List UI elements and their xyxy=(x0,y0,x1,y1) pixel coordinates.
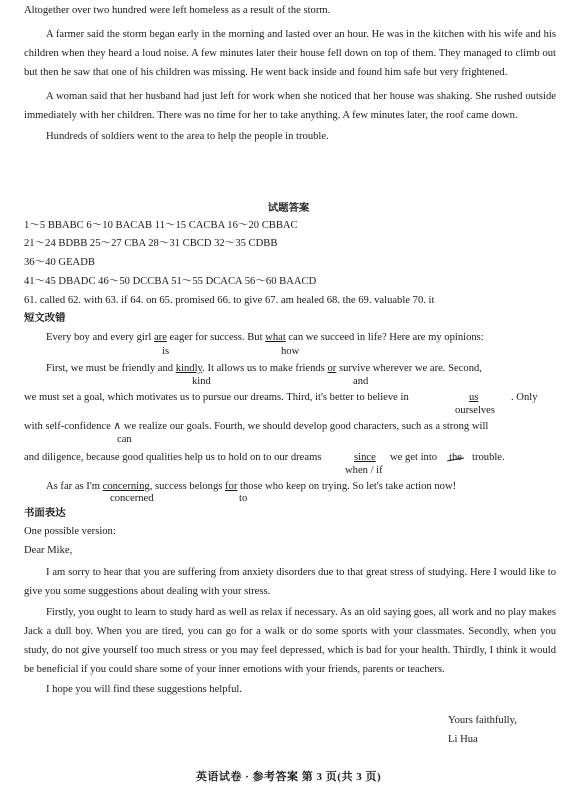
writing-heading: 书面表达 xyxy=(24,508,66,519)
passage-paragraph-3: A woman said that her husband had just left for work when she noticed that her house was shaking. She rushed outside immediately with her children. There was no time for her to take anything. A few minutes later, the roof came down. xyxy=(24,90,556,121)
error-word: are xyxy=(153,332,167,343)
error-word: or xyxy=(327,363,337,374)
answers-line-1: 1～5 BBABC 6～10 BACAB 11～15 CACBA 16～20 CBBAC xyxy=(24,220,298,231)
letter-paragraph-2: Firstly, you ought to learn to study hard as well as relax if necessary. As an old saying goes, all work and no play makes Jack a dull boy. When you are tired, you can go for a walk or do some sports with your classmates. Secondly, when you study, do not give yourself too much stress or you may feel depressed, which is bad for your health. Thirdly, I think it would be beneficial if you could share some of your inner emotions with your friends, parents or teachers. xyxy=(24,607,556,675)
correction-fix: when / if xyxy=(345,465,383,476)
answers-line-4: 41～45 DBADC 46～50 DCCBA 51～55 DCACA 56～60 BAACD xyxy=(24,276,317,287)
passage-section xyxy=(24,5,556,143)
letter-signature: Li Hua xyxy=(448,734,478,745)
correction-fix: how xyxy=(281,346,300,357)
correction-fix: kind xyxy=(192,376,211,387)
error-word: for xyxy=(225,481,238,492)
answers-title: 试题答案 xyxy=(267,203,310,214)
error-word: since xyxy=(354,452,376,463)
letter-salutation: Dear Mike, xyxy=(24,545,73,556)
passage-paragraph-4: Hundreds of soldiers went to the area to help the people in trouble. xyxy=(46,130,329,142)
correction-line-4: with self-confidence ∧ we realize our goals. Fourth, we should develop good characters, such as a strong will xyxy=(24,421,489,432)
deleted-word: the xyxy=(449,452,462,463)
correction-line-3-end: . Only xyxy=(511,392,538,403)
passage-paragraph-2: A farmer said the storm began early in the morning and lasted over an hour. He was in the kitchen with his wife and his children when they heard a loud noise. A few minutes later their house fell down on top of them. They managed to climb out but then he saw that one of his children was missing. He went back inside and found him safe but very frightened. xyxy=(24,28,556,78)
passage-paragraph-1: Altogether over two hundred were left homeless as a result of the storm. xyxy=(24,5,331,16)
correction-fix: is xyxy=(162,346,170,357)
correction-line-1: Every boy and every girl are eager for success. But what can we succeed in life? Here are my opinions: xyxy=(46,332,484,343)
error-word: kindly xyxy=(175,363,203,374)
letter-paragraph-1: I am sorry to hear that you are suffering from anxiety disorders due to that great stress of studying. Here I would like to give you some suggestions about dealing with your stress. xyxy=(24,567,556,597)
correction-fix: concerned xyxy=(110,493,154,504)
error-word: what xyxy=(265,332,286,343)
correction-line-6: As far as I'm concerning, success belongs for those who keep on trying. So let's take action now! xyxy=(46,481,457,492)
correction-line-5: and diligence, because good qualities help us to hold on to our dreams xyxy=(24,452,322,463)
correction-fix: ourselves xyxy=(455,405,496,416)
correction-fix: and xyxy=(353,376,369,387)
correction-heading: 短文改错 xyxy=(24,313,66,324)
correction-line-3: we must set a goal, which motivates us to pursue our dreams. Third, it's better to believe in xyxy=(24,392,409,403)
page-footer: 英语试卷 · 参考答案 第 3 页(共 3 页) xyxy=(195,771,382,783)
writing-version-label: One possible version: xyxy=(24,526,116,537)
letter-closing: Yours faithfully, xyxy=(448,715,517,726)
insert-caret-icon: ∧ xyxy=(113,421,122,432)
answers-line-3: 36～40 GEADB xyxy=(24,257,95,268)
answers-line-2: 21～24 BDBB 25～27 CBA 28～31 CBCD 32～35 CDBB xyxy=(24,238,278,249)
letter-paragraph-3: I hope you will find these suggestions helpful. xyxy=(46,684,242,695)
correction-line-5-mid: we get into xyxy=(390,452,438,463)
error-word: us xyxy=(469,392,479,403)
correction-line-2: First, we must be friendly and kindly. It allows us to make friends or survive wherever we are. Second, xyxy=(46,363,482,374)
answers-line-5: 61. called 62. with 63. if 64. on 65. promised 66. to give 67. am healed 68. the 69. valuable 70. it xyxy=(24,295,435,306)
letter-body xyxy=(24,563,556,699)
correction-fix: to xyxy=(239,493,248,504)
correction-fix: can xyxy=(117,434,132,445)
error-word: concerning xyxy=(102,481,150,492)
correction-line-5-end: trouble. xyxy=(472,452,505,463)
